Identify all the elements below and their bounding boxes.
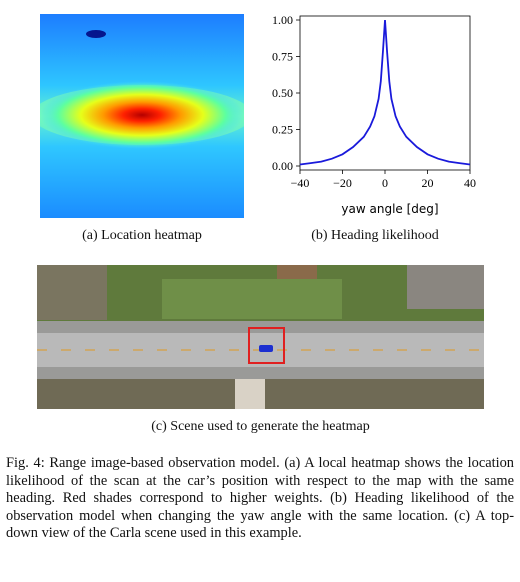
x-tick-label: −40 xyxy=(290,176,310,190)
scene-buildings-left xyxy=(37,265,107,320)
scene-garden xyxy=(162,279,342,319)
caption-a: (a) Location heatmap xyxy=(82,228,202,243)
x-tick-label: 20 xyxy=(421,176,434,190)
series-line xyxy=(300,20,470,165)
plot-frame xyxy=(300,16,470,170)
location-heatmap xyxy=(40,14,244,218)
y-tick-label: 0.50 xyxy=(272,86,293,100)
caption-c: (c) Scene used to generate the heatmap xyxy=(151,419,370,434)
y-tick-label: 0.75 xyxy=(272,49,293,64)
x-tick-label: −20 xyxy=(333,176,352,190)
heatmap-peak xyxy=(40,81,244,149)
x-tick-label: 40 xyxy=(464,176,476,190)
heatmap-cold-spot xyxy=(86,30,106,38)
y-tick-label: 0.00 xyxy=(272,159,293,173)
scene-sidewalk-bottom xyxy=(37,367,484,379)
scene-building-right xyxy=(407,265,484,309)
x-tick-label: 0 xyxy=(382,176,388,190)
scene-crosswalk xyxy=(235,379,265,409)
figure-caption-text: Fig. 4: Range image-based observation model. (a) A local heatmap shows the location likelihood of the scan at the car’s position with respect to the map with the same heading. Red shades correspond to higher weights. (b) Heading likelihood of the observation model when changing the yaw angle with the same location. (c) A top-down view of the Carla scene used in this example. xyxy=(6,455,514,542)
y-tick-label: 0.25 xyxy=(272,122,293,137)
y-tick-label: 1.00 xyxy=(272,13,293,27)
car xyxy=(259,345,273,352)
carla-scene-image xyxy=(37,265,484,409)
heading-likelihood-chart xyxy=(264,4,520,226)
x-axis-label: yaw angle [deg] xyxy=(341,202,439,216)
caption-b: (b) Heading likelihood xyxy=(311,228,439,243)
